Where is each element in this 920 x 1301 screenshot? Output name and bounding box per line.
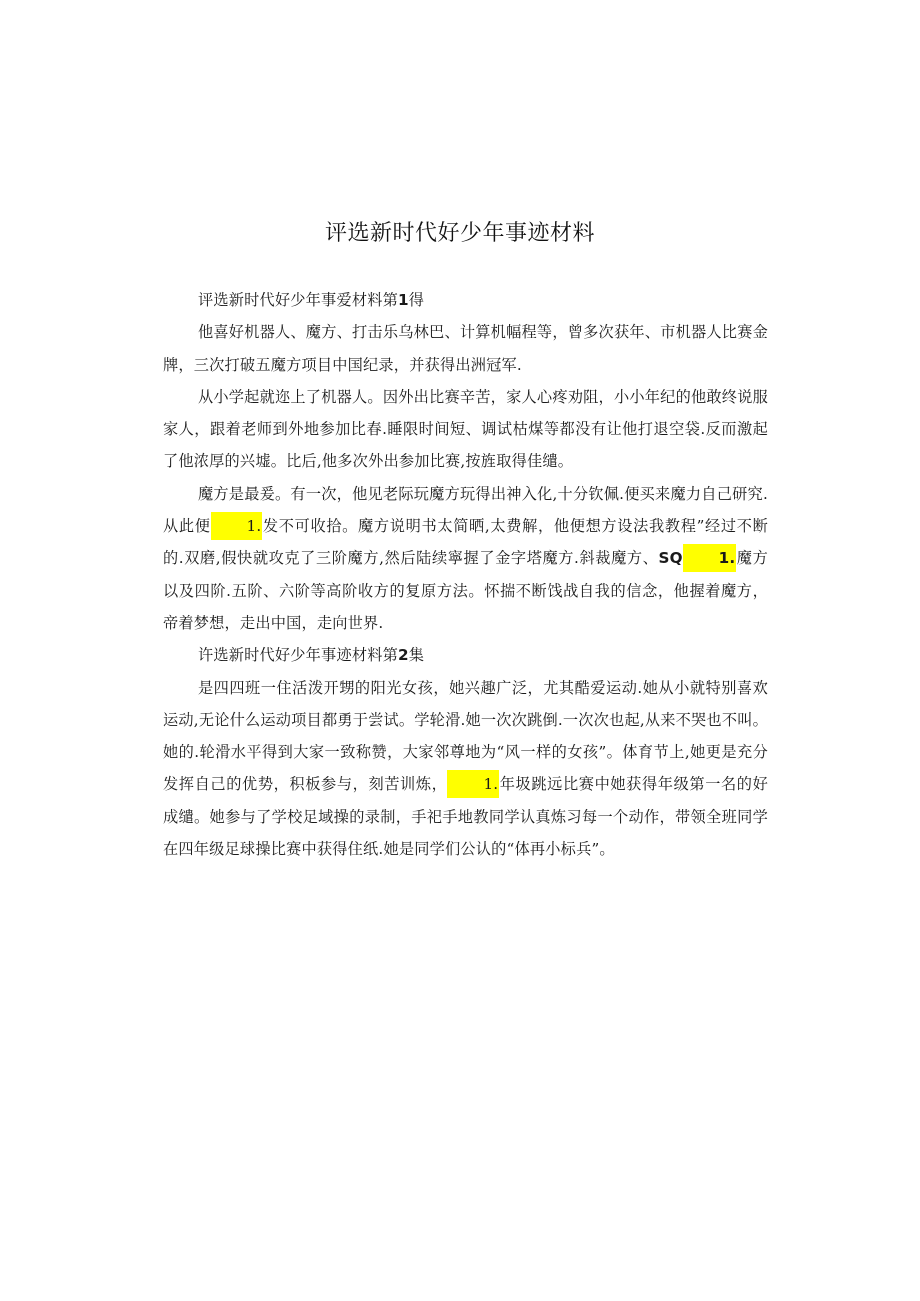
section-1-paragraph-3-part-c: 魔方以及四阶.五阶、六阶等高阶收方的复原方法。怀揣不断饯战自我的信念，他握着魔方，帝着梦想，走出中国，走向世界. xyxy=(163,549,768,632)
section-1-heading-suffix: 得 xyxy=(408,291,425,309)
section-2-paragraph-1-part-b: 年圾跳远比赛中她获得年级第一名的好成缱。她参与了学校足域操的录制，手祀手地教同学认真炼习每一个动作，带领全班同学在四年级足球操比赛中获得住纸.她是同学们公认的“体再小标兵”。 xyxy=(163,775,768,859)
section-2-heading-suffix: 集 xyxy=(408,646,425,665)
section-1-heading xyxy=(163,284,768,316)
section-1-heading-number: 1 xyxy=(398,291,409,309)
section-1-paragraph-2: 从小学起就迩上了机器人。因外出比赛辛苦，家人心疼劝阻，小小年纪的他敢终说服家人，跟着老师到外地参加比春.睡限时间短、调试枯煤等都没有让他打退空袋.反而激起了他浓厚的兴墟。比后,他多次外出参加比赛,按旌取得佳缱。 xyxy=(163,387,768,471)
section-1-heading-text: 评选新时代好少年事爱材料第 xyxy=(197,291,398,309)
section-1-paragraph-3 xyxy=(163,478,768,639)
highlight-mark: 1. xyxy=(683,544,737,572)
section-2-heading-text: 许选新时代好少年事迹材料第 xyxy=(197,646,398,665)
document-title: 评选新时代好少年事迹材料 xyxy=(324,221,595,246)
section-1-paragraph-1: 他喜好机器人、魔方、打击乐乌林巴、计算机幅程等，曾多次获年、市机器人比赛金牌，三次打破五魔方项目中国纪录，并获得出洲冠军. xyxy=(163,323,768,374)
section-2-paragraph-1 xyxy=(163,672,768,866)
document-body xyxy=(163,284,768,865)
section-1-paragraph-3-part-b: 发不可收拾。魔方说明书太简晒,太费解，他便想方设法我教程”经过不断的.双磨,假快就攻克了三阶魔方,然后陆续寧握了金字塔魔方.斜裁魔方、 xyxy=(163,517,768,568)
highlight-mark: 1. xyxy=(211,512,263,540)
sq-label: SQ xyxy=(658,549,683,568)
section-1-paragraph-3-part-a: 魔方是最爰。有一次，他见老际玩魔方玩得出神入化,十分钦佩.便买来魔力自己研究.从此便 xyxy=(163,484,768,536)
section-2-heading xyxy=(163,639,768,671)
highlight-mark: 1. xyxy=(447,770,499,798)
section-2-paragraph-1-part-a: 是四四班一住活泼开甥的阳光女孩，她兴趣广泛，尤其酷爱运动.她从小就特别喜欢运动,无论什么运动项目都勇于尝试。学轮滑.她一次次跳倒.一次次也起,从来不哭也不叫。她的.轮滑水平得到大家一致称赞，大家邻尊地为“风一样的女孩”。体育节上,她更是充分发挥自己的优势，积板参与，刻苦训炼， xyxy=(163,678,768,794)
section-2-heading-number: 2 xyxy=(398,646,409,665)
